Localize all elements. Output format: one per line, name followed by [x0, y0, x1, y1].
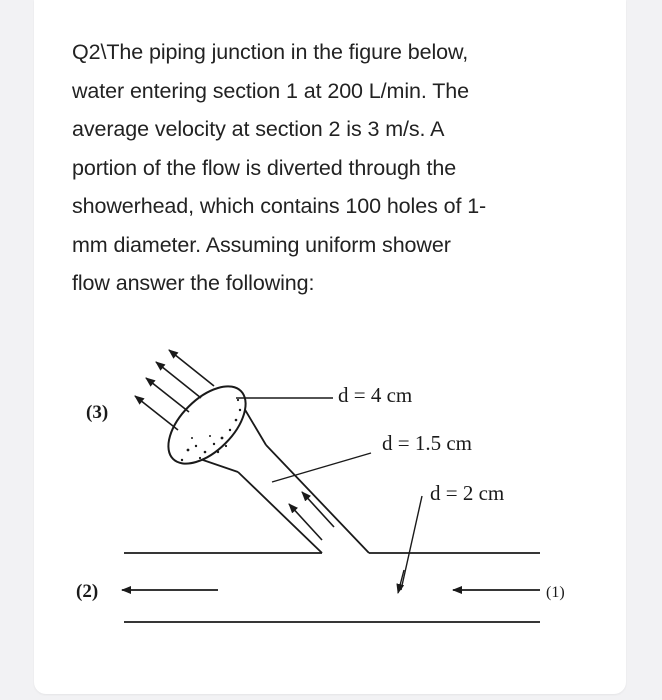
question-line: mm diameter. Assuming uniform shower — [72, 232, 451, 257]
question-line: flow answer the following: — [72, 271, 315, 295]
question-line: water entering section 1 at 200 L/min. The — [72, 78, 469, 103]
question-line: showerhead, which contains 100 holes of 1- — [72, 194, 487, 218]
main-pipe — [124, 553, 540, 622]
label-branch-diameter: d = 1.5 cm — [382, 431, 472, 455]
branch-flow-arrow — [302, 492, 334, 527]
label-section-3: (3) — [86, 402, 109, 423]
branch-pipe-lower-wall — [266, 445, 369, 553]
leader-main — [401, 496, 422, 590]
dimension-leaders — [236, 398, 422, 590]
spray-arrow — [169, 350, 214, 386]
spray-arrow — [156, 362, 201, 398]
label-section-2: (2) — [76, 581, 99, 602]
question-line: Q2\The piping junction in the figure below, — [72, 40, 469, 64]
spray-arrow — [135, 396, 178, 430]
question-line: average velocity at section 2 is 3 m/s. A — [72, 117, 445, 141]
label-main-diameter: d = 2 cm — [430, 481, 505, 505]
label-showerhead-diameter: d = 4 cm — [338, 383, 413, 407]
branch-flow-arrows — [289, 492, 334, 540]
question-line: portion of the flow is diverted through the — [72, 155, 457, 180]
label-section-1: (1) — [546, 584, 565, 601]
branch-pipe — [238, 445, 369, 553]
branch-pipe-upper-wall — [238, 472, 322, 553]
